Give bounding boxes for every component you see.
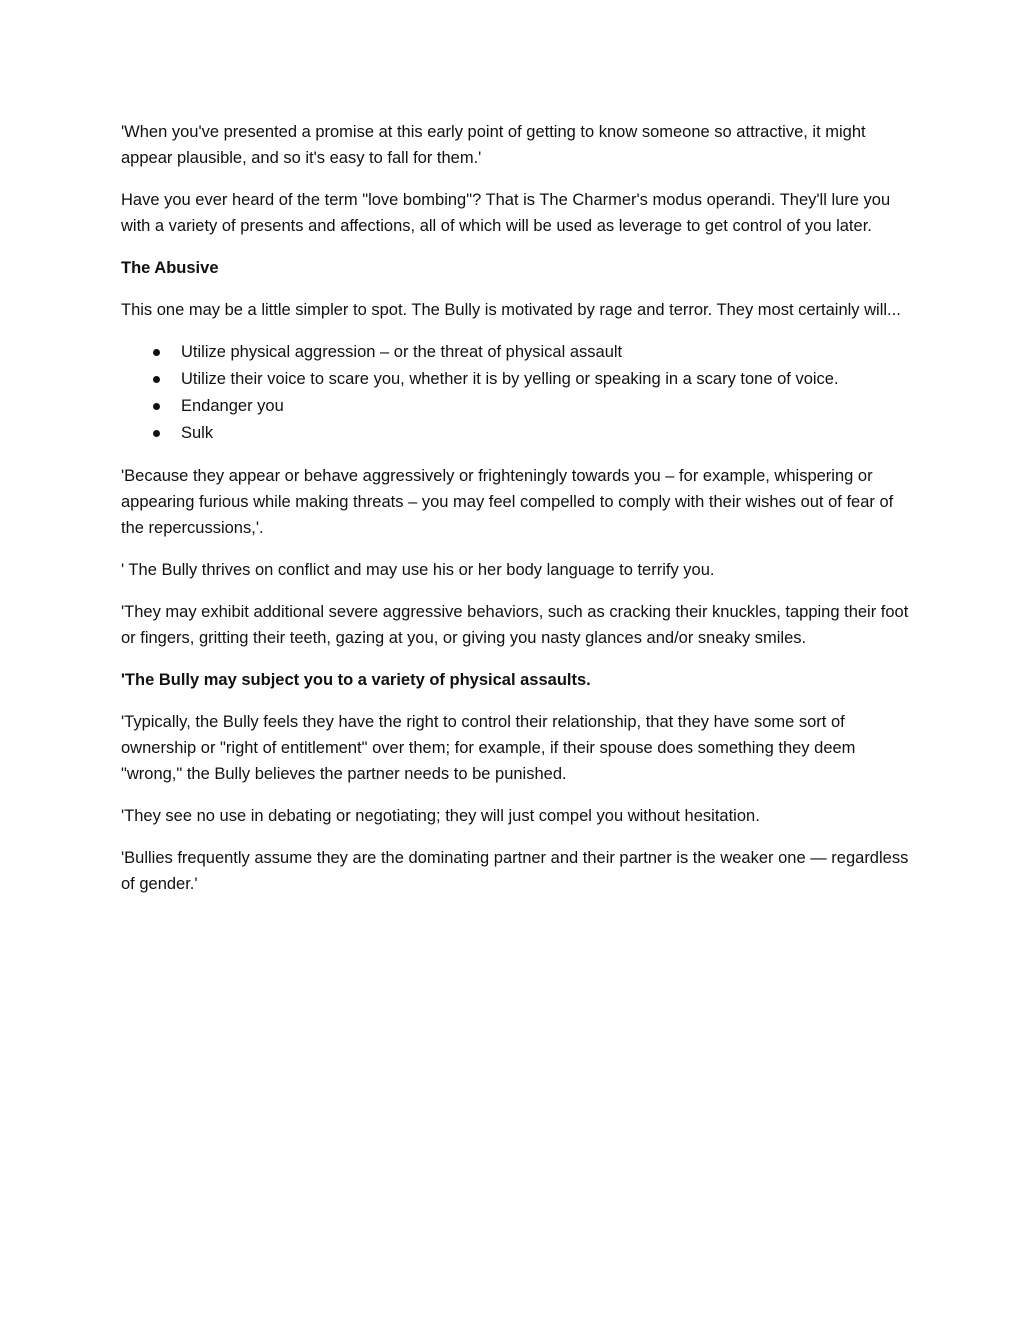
paragraph-negotiating: 'They see no use in debating or negotiating; they will just compel you without hesitation. [121,807,760,825]
list-item [121,339,911,366]
list-item [121,420,911,447]
list-item-text: Utilize their voice to scare you, whether it is by yelling or speaking in a scary tone of voice. [181,370,839,388]
paragraph-aggressive-quote: 'Because they appear or behave aggressively or frighteningly towards you – for example, whispering or appearing furious while making threats – you may feel compelled to comply with their wishes out of fear of the repercussions,'. [121,467,894,537]
bullet-icon [153,403,160,410]
bullet-icon [153,376,160,383]
bullet-icon [153,349,160,356]
paragraph-intro: This one may be a little simpler to spot. The Bully is motivated by rage and terror. They most certainly will... [121,301,901,319]
bullet-list [121,339,911,447]
document-body [121,119,911,913]
list-item-text: Utilize physical aggression – or the threat of physical assault [181,343,623,361]
bullet-icon [153,430,160,437]
paragraph-entitlement: 'Typically, the Bully feels they have the right to control their relationship, that they have some sort of ownership or "right of entitlement" over them; for example, if their spouse does something they deem "wrong," the Bully believes the partner needs to be punished. [121,713,856,783]
list-item-text: Sulk [181,424,214,442]
list-item [121,393,911,420]
bold-statement: 'The Bully may subject you to a variety of physical assaults. [121,671,591,689]
list-item [121,366,911,393]
paragraph-promise-quote: 'When you've presented a promise at this early point of getting to know someone so attractive, it might appear plausible, and so it's easy to fall for them.' [121,123,866,167]
paragraph-love-bombing: Have you ever heard of the term "love bombing"? That is The Charmer's modus operandi. They'll lure you with a variety of presents and affections, all of which will be used as leverage to get control of you later. [121,191,891,235]
paragraph-dominating: 'Bullies frequently assume they are the dominating partner and their partner is the weaker one — regardless of gender.' [121,849,909,893]
section-heading: The Abusive [121,259,219,277]
list-item-text: Endanger you [181,397,284,415]
paragraph-behaviors: 'They may exhibit additional severe aggressive behaviors, such as cracking their knuckles, tapping their foot or fingers, gritting their teeth, gazing at you, or giving you nasty glances and/or sneaky smiles. [121,603,909,647]
paragraph-conflict: ' The Bully thrives on conflict and may use his or her body language to terrify you. [121,561,715,579]
